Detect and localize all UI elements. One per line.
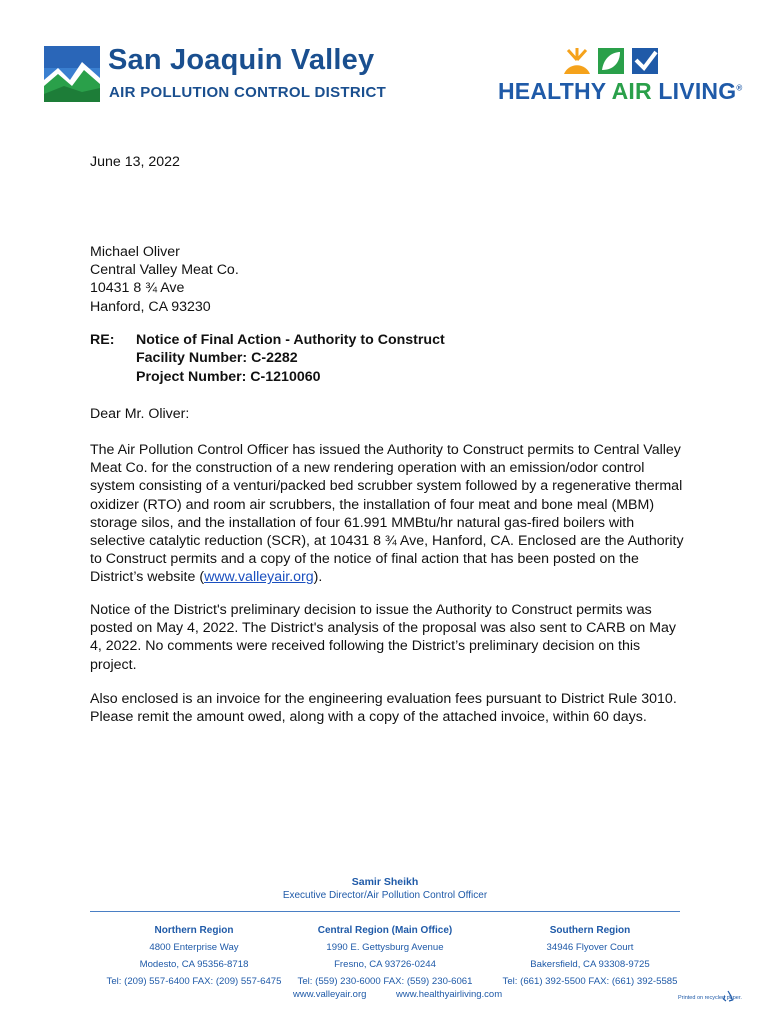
project-number: Project Number: C-1210060	[136, 368, 321, 385]
region-city: Fresno, CA 93726-0244	[334, 959, 436, 970]
body-paragraph-2	[90, 601, 690, 674]
region-name: Southern Region	[549, 925, 631, 936]
wordmark-healthy: HEALTHY	[498, 78, 612, 104]
recipient-street: 10431 8 ¾ Ave	[90, 280, 185, 297]
recycle-icon	[722, 990, 734, 1002]
re-label: RE:	[90, 332, 115, 348]
paragraph-1-text: The Air Pollution Control Officer has issued the Authority to Construct permits to Central Valley Meat Co. for the construction of a new rendering operation with an emission/odor control system consisting of a venturi/packed bed scrubber system followed by a regenerative thermal oxidizer (RTO) and room air scrubbers, the installation of four meat and bone meal (MBM) storage silos, and the installation of four 61.991 MMBtu/hr natural gas-fired boilers with selective catalytic reduction (SCR), at 10431 8 ¾ Ave, Hanford, CA. Enclosed are the Authority to Construct permits and a copy of the notice of final action that has been posted on the District’s website (	[90, 442, 684, 586]
district-name: San Joaquin Valley	[108, 44, 375, 76]
printed-on-recycled-note: Printed on recycled paper.	[678, 995, 742, 1001]
region-phone: Tel: (559) 230-6000 FAX: (559) 230-6061	[297, 976, 473, 987]
healthyairliving-website-link[interactable]: www.healthyairliving.com	[396, 989, 503, 1000]
region-address: 1990 E. Gettysburg Avenue	[326, 942, 444, 953]
healthy-air-living-wordmark	[498, 78, 742, 105]
wordmark-air: AIR	[611, 78, 652, 104]
executive-name: Samir Sheikh	[351, 876, 419, 888]
subject-title: Notice of Final Action - Authority to Construct	[136, 332, 445, 348]
district-logo	[44, 44, 387, 106]
healthy-air-living-logo	[496, 44, 743, 106]
body-paragraph-1	[90, 441, 690, 587]
paragraph-2-text: Notice of the District's preliminary decision to issue the Authority to Construct permits was posted on May 4, 2022. The District's analysis of the proposal was also sent to CARB on May 4, 2022. No comments were received following the District’s preliminary decision on this project.	[90, 602, 677, 673]
leaf-tile-icon	[598, 48, 624, 74]
valleyair-link[interactable]: www.valleyair.org	[204, 569, 314, 586]
region-southern	[490, 922, 690, 990]
region-name: Northern Region	[154, 925, 234, 936]
wordmark-living: LIVING	[651, 78, 737, 104]
district-subtitle: AIR POLLUTION CONTROL DISTRICT	[109, 84, 387, 101]
letterhead-footer	[0, 870, 770, 1024]
region-northern	[94, 922, 294, 990]
footer-divider	[90, 911, 680, 912]
region-address: 4800 Enterprise Way	[149, 942, 239, 953]
trademark-mark: ®	[736, 83, 743, 93]
executive-title: Executive Director/Air Pollution Control Officer	[282, 890, 488, 901]
check-tile-icon	[632, 48, 658, 74]
subject-block	[136, 331, 445, 386]
region-address: 34946 Flyover Court	[546, 942, 634, 953]
paragraph-1-end: ).	[313, 569, 323, 586]
region-city: Modesto, CA 95356-8718	[139, 959, 249, 970]
valleyair-website-link[interactable]: www.valleyair.org	[293, 989, 367, 1000]
region-central	[285, 922, 485, 990]
healthy-air-living-icons	[564, 46, 664, 76]
region-phone: Tel: (661) 392-5500 FAX: (661) 392-5585	[502, 976, 678, 987]
recipient-city: Hanford, CA 93230	[90, 298, 211, 315]
facility-number: Facility Number: C-2282	[136, 350, 298, 367]
recipient-address	[90, 243, 239, 316]
region-name: Central Region (Main Office)	[317, 925, 453, 936]
region-city: Bakersfield, CA 93308-9725	[530, 959, 650, 970]
sun-tile-icon	[564, 48, 590, 74]
body-paragraph-3	[90, 690, 690, 726]
letter-date: June 13, 2022	[90, 154, 180, 170]
salutation: Dear Mr. Oliver:	[90, 406, 190, 422]
region-phone: Tel: (209) 557-6400 FAX: (209) 557-6475	[106, 976, 282, 987]
mountain-sun-logo-icon	[44, 46, 100, 102]
recipient-company: Central Valley Meat Co.	[90, 262, 239, 279]
paragraph-3-text: Also enclosed is an invoice for the engineering evaluation fees pursuant to District Rule 3010. Please remit the amount owed, along with a copy of the attached invoice, within 60 days.	[90, 691, 677, 726]
recipient-name: Michael Oliver	[90, 244, 180, 260]
